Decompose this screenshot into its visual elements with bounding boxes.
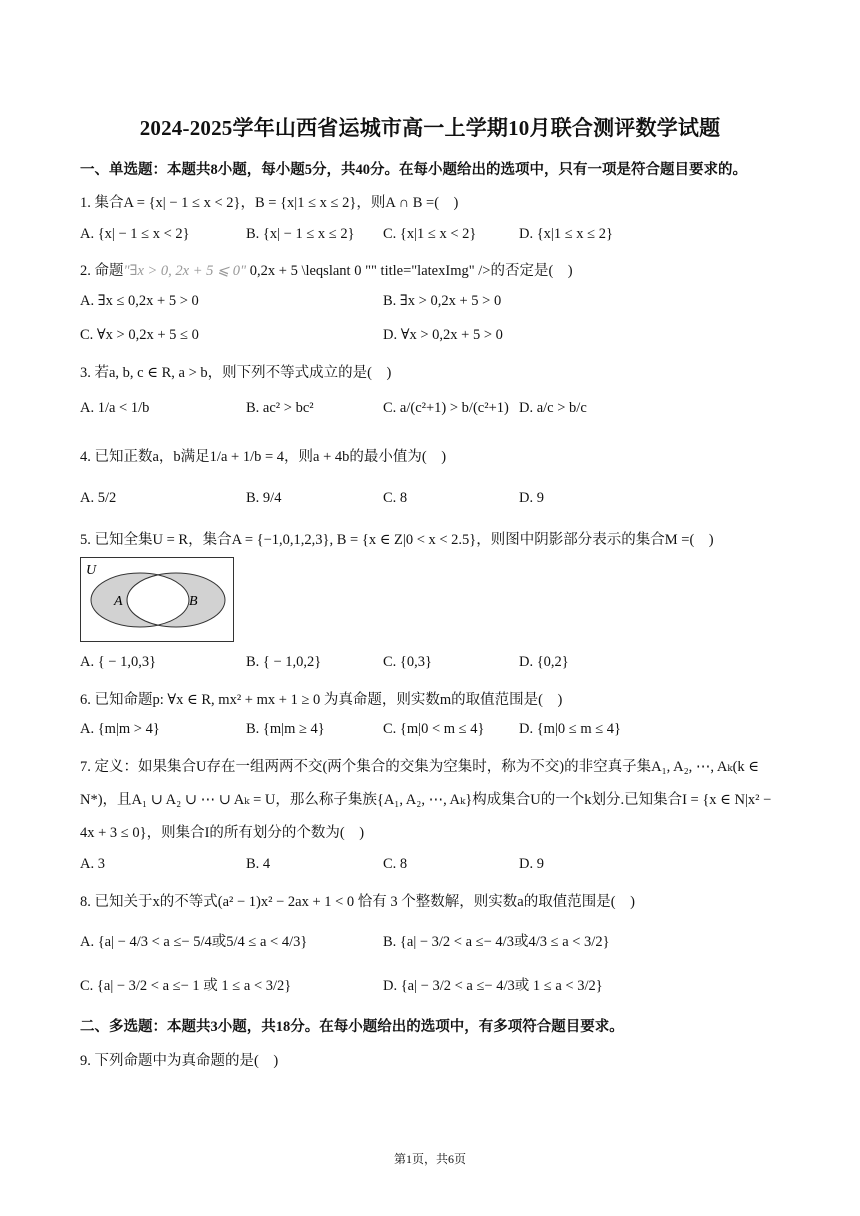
page-footer: 第1页，共6页 [393,1152,466,1166]
question-4-option-d: D. 9 [519,490,544,506]
question-1-option-b: B. {x| − 1 ≤ x ≤ 2} [246,226,355,242]
question-3-option-b: B. ac² > bc² [246,400,314,416]
question-2-option-d: D. ∀x > 0,2x + 5 > 0 [383,327,503,343]
question-2-option-c: C. ∀x > 0,2x + 5 ≤ 0 [80,327,199,343]
question-5-stem: 5. 已知全集U = R，集合A = {−1,0,1,2,3}, B = {x ∈ Z|0 < x < 2.5}，则图中阴影部分表示的集合M =( ) [80,532,714,548]
question-6-option-d: D. {m|0 ≤ m ≤ 4} [519,721,622,737]
question-2-formula-image: "∃x > 0, 2x + 5 ⩽ 0" [123,263,247,279]
venn-label-u: U [86,563,97,578]
question-8-option-a: A. {a| − 4/3 < a ≤− 5/4或5/4 ≤ a < 4/3} [80,934,308,950]
question-2-stem [80,259,573,280]
question-4-option-a: A. 5/2 [80,490,117,506]
question-7-line-2: N*)，且A₁ ∪ A₂ ∪ ⋯ ∪ Aₖ = U，那么称子集族{A₁, A₂, ⋯, Aₖ}构成集合U的一个k划分.已知集合I = {x ∈ N|x² − [80,792,772,808]
page-title: 2024-2025学年山西省运城市高一上学期10月联合测评数学试题 [139,116,721,140]
section-heading-multiple-choice: 二、多选题：本题共3小题，共18分。在每小题给出的选项中，有多项符合题目要求。 [80,1019,624,1035]
venn-label-b: B [189,594,198,609]
question-5-option-c: C. {0,3} [383,654,432,670]
question-5-option-b: B. { − 1,0,2} [246,654,322,670]
question-3-option-a: A. 1/a < 1/b [80,400,150,416]
question-1-option-c: C. {x|1 ≤ x < 2} [383,226,477,242]
question-7-option-c: C. 8 [383,856,408,872]
question-8-stem: 8. 已知关于x的不等式(a² − 1)x² − 2ax + 1 < 0 恰有 3 个整数解，则实数a的取值范围是( ) [80,894,635,910]
question-7-option-a: A. 3 [80,856,105,872]
question-1-option-a: A. {x| − 1 ≤ x < 2} [80,226,190,242]
question-8-option-d: D. {a| − 3/2 < a ≤− 4/3或 1 ≤ a < 3/2} [383,978,603,994]
question-3-option-d: D. a/c > b/c [519,400,587,416]
question-3-option-c: C. a/(c²+1) > b/(c²+1) [383,400,509,416]
question-2-option-b: B. ∃x > 0,2x + 5 > 0 [383,293,502,309]
question-6-stem: 6. 已知命题p: ∀x ∈ R, mx² + mx + 1 ≥ 0 为真命题，则实数m的取值范围是( ) [80,692,563,708]
question-6-option-c: C. {m|0 < m ≤ 4} [383,721,485,737]
question-2-prefix: 2. 命题 [80,263,124,279]
question-4-option-b: B. 9/4 [246,490,282,506]
venn-label-a: A [114,594,123,609]
question-1-stem: 1. 集合A = {x| − 1 ≤ x < 2}，B = {x|1 ≤ x ≤ 2}，则A ∩ B =( ) [80,195,459,211]
question-7-line-1: 7. 定义：如果集合U存在一组两两不交(两个集合的交集为空集时，称为不交)的非空真子集A₁, A₂, ⋯, Aₖ(k ∈ [80,759,760,775]
question-7-line-3: 4x + 3 ≤ 0}，则集合I的所有划分的个数为( ) [80,825,365,841]
section-heading-single-choice: 一、单选题：本题共8小题，每小题5分，共40分。在每小题给出的选项中，只有一项是符合题目要求的。 [80,162,747,178]
question-8-option-c: C. {a| − 3/2 < a ≤− 1 或 1 ≤ a < 3/2} [80,978,292,994]
question-9-stem: 9. 下列命题中为真命题的是( ) [80,1053,279,1069]
venn-diagram [80,557,234,642]
question-6-option-b: B. {m|m ≥ 4} [246,721,325,737]
question-8-option-b: B. {a| − 3/2 < a ≤− 4/3或4/3 ≤ a < 3/2} [383,934,610,950]
question-5-option-d: D. {0,2} [519,654,569,670]
question-7-option-d: D. 9 [519,856,544,872]
question-2-suffix: 0,2x + 5 \leqslant 0 "" title="latexImg" />的否定是( ) [246,263,573,279]
question-5-option-a: A. { − 1,0,3} [80,654,157,670]
question-7-option-b: B. 4 [246,856,271,872]
question-2-option-a: A. ∃x ≤ 0,2x + 5 > 0 [80,293,199,309]
question-4-stem: 4. 已知正数a，b满足1/a + 1/b = 4，则a + 4b的最小值为( ) [80,449,447,465]
question-4-option-c: C. 8 [383,490,408,506]
question-6-option-a: A. {m|m > 4} [80,721,160,737]
question-3-stem: 3. 若a, b, c ∈ R, a > b，则下列不等式成立的是( ) [80,365,392,381]
question-1-option-d: D. {x|1 ≤ x ≤ 2} [519,226,613,242]
